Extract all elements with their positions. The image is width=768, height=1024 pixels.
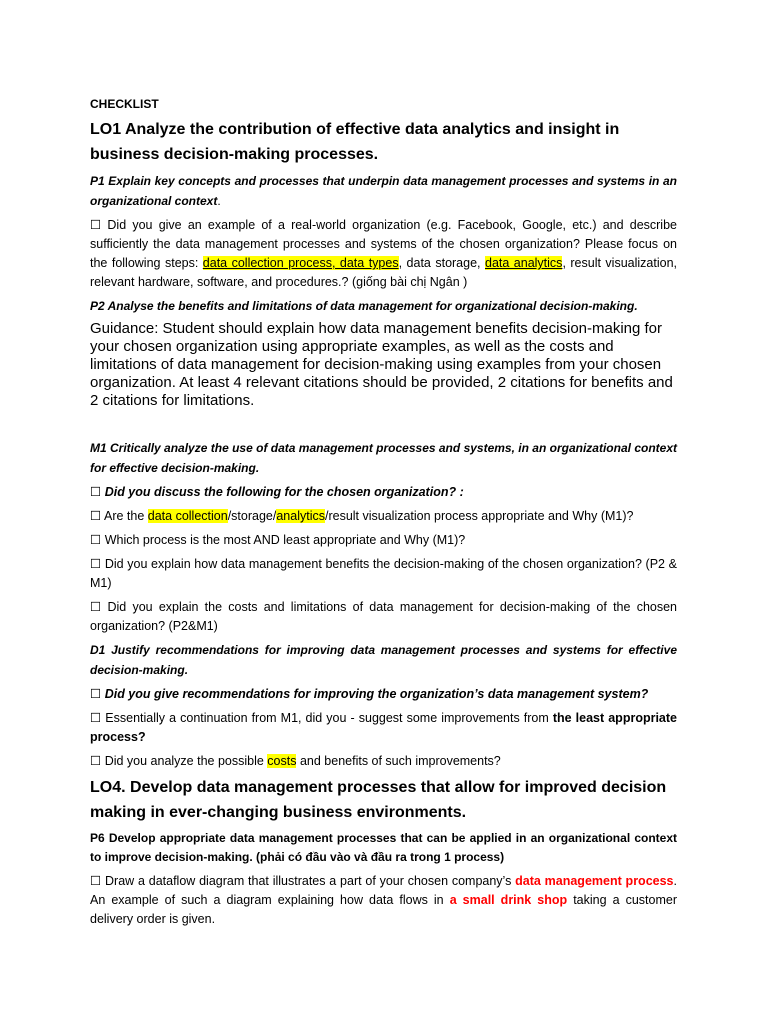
p2-guidance: Guidance: Student should explain how data management benefits decision-making for your chosen organization using appropriate examples, as well as the costs and limitations of data management for decision-making using examples from your chosen organization. At least 4 relevant citations should be provided, 2 citations for benefits and 2 citations for limitations. (90, 320, 673, 409)
p6-q1-text-b: . An example of such a diagram explaining how data flows in (90, 874, 677, 907)
m1-q2-text-c: /result visualization process appropriate and Why (M1)? (324, 509, 634, 523)
d1-question-3 (90, 751, 677, 771)
checkbox-icon[interactable]: ☐ (90, 753, 102, 768)
d1-heading: D1 Justify recommendations for improving data management processes and systems for effective decision-making. (90, 643, 677, 677)
checkbox-icon[interactable]: ☐ (90, 508, 102, 523)
checkbox-icon[interactable]: ☐ (90, 484, 102, 499)
p1-heading-text: P1 Explain key concepts and processes that underpin data management processes and systems in an organizational context (90, 174, 677, 208)
m1-q2-highlight-a: data collection (147, 509, 228, 523)
p1-q1-highlight-a: data collection process, data types (202, 256, 399, 270)
p1-heading-period: . (217, 194, 221, 208)
m1-q4-text: Did you explain how data management benefits the decision-making of the chosen organization? (P2 & M1) (90, 557, 677, 590)
m1-q2-text-a: Are the (101, 509, 148, 523)
spacer (90, 410, 677, 438)
m1-heading: M1 Critically analyze the use of data management processes and systems, in an organizational context for effective decision-making. (90, 441, 677, 475)
p1-q1-text-b: , data storage, (398, 256, 485, 270)
p6-q1-red-b: a small drink shop (449, 893, 568, 907)
p1-q1-highlight-b: data analytics (485, 256, 563, 270)
d1-q3-text-b: and benefits of such improvements? (296, 754, 501, 768)
checkbox-icon[interactable]: ☐ (90, 532, 102, 547)
m1-q3-text: Which process is the most AND least appropriate and Why (M1)? (101, 533, 466, 547)
checkbox-icon[interactable]: ☐ (90, 686, 102, 701)
checklist-title: CHECKLIST (90, 97, 159, 111)
m1-q1-text: Did you discuss the following for the chosen organization? : (101, 485, 464, 499)
m1-question-1 (90, 482, 677, 502)
p6-q1-text-a: Draw a dataflow diagram that illustrates a part of your chosen company’s (101, 874, 516, 888)
checkbox-icon[interactable]: ☐ (90, 599, 102, 614)
m1-q2-highlight-b: analytics (276, 509, 325, 523)
d1-question-2 (90, 708, 677, 747)
p1-question (90, 215, 677, 292)
p6-q1-red-a: data management process (515, 874, 674, 888)
checkbox-icon[interactable]: ☐ (90, 556, 102, 571)
lo1-heading: LO1 Analyze the contribution of effective data analytics and insight in business decision-making processes. (90, 121, 620, 163)
checkbox-icon[interactable]: ☐ (90, 873, 102, 888)
p2-heading: P2 Analyse the benefits and limitations of data management for organizational decision-making. (90, 299, 638, 313)
d1-q3-text-a: Did you analyze the possible (101, 754, 268, 768)
document-content (90, 97, 677, 933)
d1-q1-text: Did you give recommendations for improving the organization’s data management system? (101, 687, 649, 701)
d1-question-1 (90, 684, 677, 704)
d1-q3-highlight: costs (267, 754, 297, 768)
p6-heading: P6 Develop appropriate data management processes that can be applied in an organizational context to improve decision-making. (phải có đầu vào và đầu ra trong 1 process) (90, 831, 677, 864)
m1-question-5 (90, 597, 677, 636)
checkbox-icon[interactable]: ☐ (90, 217, 102, 232)
lo4-heading: LO4. Develop data management processes that allow for improved decision making in ever-changing business environments. (90, 779, 667, 821)
p6-question (90, 871, 677, 929)
p1-heading (90, 171, 677, 211)
m1-q2-text-b: /storage/ (227, 509, 277, 523)
checkbox-icon[interactable]: ☐ (90, 710, 102, 725)
m1-q5-text: Did you explain the costs and limitations of data management for decision-making of the chosen organization? (P2&M1) (90, 600, 677, 633)
m1-question-4 (90, 554, 677, 593)
d1-q2-bold: the least appropriate process? (90, 711, 677, 744)
p1-q1-text-c: , result visualization, relevant hardware, software, and procedures.? (giống bài chị Ngân ) (90, 256, 677, 289)
p1-q1-text-a: Did you give an example of a real-world organization (e.g. Facebook, Google, etc.) and describe sufficiently the data management processes and systems of the chosen organization? Please focus on the following steps: (90, 218, 677, 270)
m1-question-3 (90, 530, 677, 550)
p6-q1-text-c: taking a customer delivery order is given. (90, 893, 677, 926)
d1-q2-text-a: Essentially a continuation from M1, did you - suggest some improvements from (101, 711, 553, 725)
m1-question-2 (90, 506, 677, 526)
